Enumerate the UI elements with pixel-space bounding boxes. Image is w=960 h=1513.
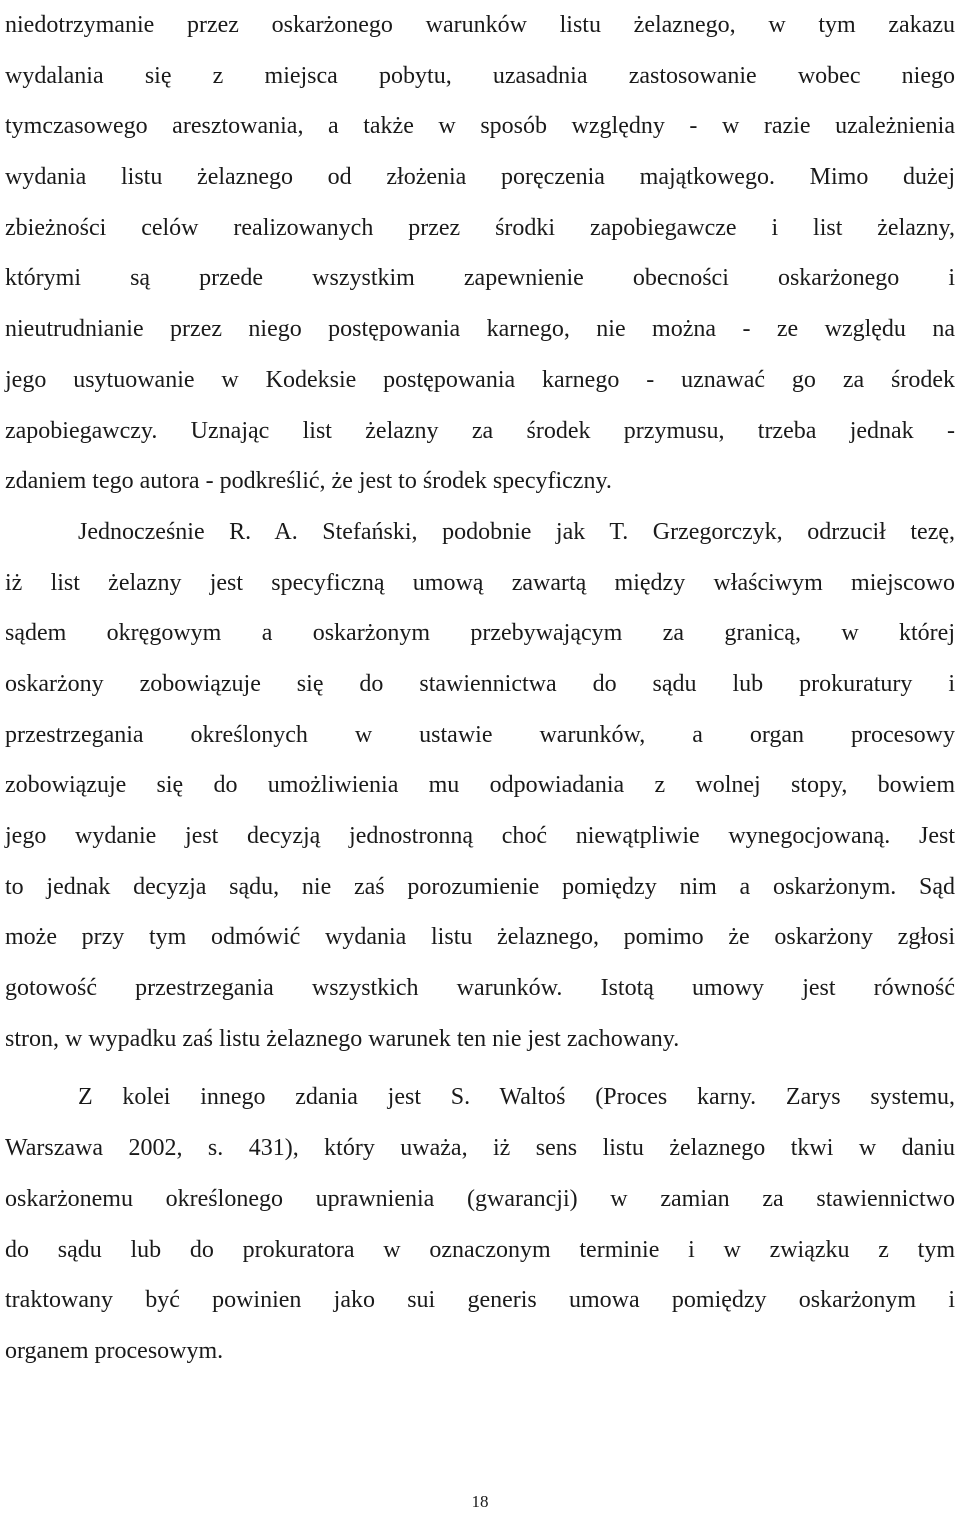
document-page [5,0,955,1377]
text-line: Jednocześnie R. A. Stefański, podobnie jak T. Grzegorczyk, odrzucił tezę, [78,518,955,545]
paragraph-1 [5,0,955,507]
text-line: wydania listu żelaznego od złożenia poręczenia majątkowego. Mimo dużej [5,164,955,191]
text-line: stron, w wypadku zaś listu żelaznego warunek ten nie jest zachowany. [5,1025,680,1052]
text-line: zobowiązuje się do umożliwienia mu odpowiadania z wolnej stopy, bowiem [5,772,955,799]
text-line: jego wydanie jest decyzją jednostronną choć niewątpliwie wynegocjowaną. Jest [5,823,955,849]
text-line: sądem okręgowym a oskarżonym przebywającym za granicą, w której [5,620,955,647]
paragraph-2 [5,507,955,1065]
text-line: wydalania się z miejsca pobytu, uzasadnia zastosowanie wobec niego [5,62,955,89]
text-line: do sądu lub do prokuratora w oznaczonym terminie i w związku z tym [5,1236,955,1263]
text-line: oskarżony zobowiązuje się do stawiennictwa do sądu lub prokuratury i [5,670,955,697]
text-line: zdaniem tego autora - podkreślić, że jest to środek specyficzny. [5,468,612,495]
paragraph-3 [5,1072,955,1376]
page-number: 18 [471,1492,489,1511]
text-line: oskarżonemu określonego uprawnienia (gwarancji) w zamian za stawiennictwo [5,1185,955,1212]
text-line: organem procesowym. [5,1337,224,1364]
text-line: zapobiegawczy. Uznając list żelazny za środek przymusu, trzeba jednak - [5,417,955,444]
text-line: nieutrudnianie przez niego postępowania karnego, nie można - ze względu na [5,316,955,343]
text-line: może przy tym odmówić wydania listu żelaznego, pomimo że oskarżony zgłosi [5,924,955,951]
text-line: gotowość przestrzegania wszystkich warunków. Istotą umowy jest równość [5,975,955,1002]
text-line: to jednak decyzja sądu, nie zaś porozumienie pomiędzy nim a oskarżonym. Sąd [5,873,955,900]
text-line: traktowany być powinien jako sui generis umowa pomiędzy oskarżonym i [5,1287,955,1314]
text-line: Z kolei innego zdania jest S. Waltoś (Proces karny. Zarys systemu, [78,1084,955,1111]
text-line: tymczasowego aresztowania, a także w sposób względny - w razie uzależnienia [5,113,955,140]
text-line: Warszawa 2002, s. 431), który uważa, iż sens listu żelaznego tkwi w daniu [5,1135,955,1162]
text-line: iż list żelazny jest specyficzną umową zawartą między właściwym miejscowo [5,569,955,596]
text-line: przestrzegania określonych w ustawie warunków, a organ procesowy [5,721,955,748]
text-line: którymi są przede wszystkim zapewnienie obecności oskarżonego i [5,265,955,292]
text-line: zbieżności celów realizowanych przez środki zapobiegawcze i list żelazny, [5,214,955,241]
text-line: jego usytuowanie w Kodeksie postępowania karnego - uznawać go za środek [5,366,955,393]
text-line: niedotrzymanie przez oskarżonego warunków listu żelaznego, w tym zakazu [5,12,955,38]
